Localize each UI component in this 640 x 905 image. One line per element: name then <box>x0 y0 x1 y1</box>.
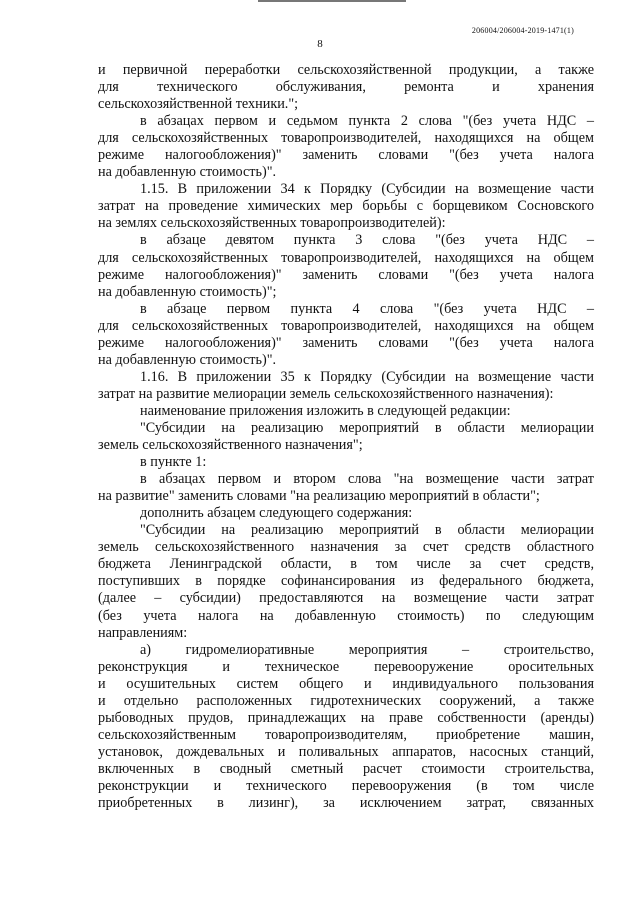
text-line: а) гидромелиоративные мероприятия – строительство, <box>140 641 594 658</box>
paragraph <box>98 642 594 812</box>
text-line: дополнить абзацем следующего содержания: <box>140 505 413 522</box>
text-line: в пункте 1: <box>140 454 207 471</box>
text-line: в абзаце девятом пункта 3 слова "(без учета НДС – <box>140 232 594 249</box>
text-line: бюджета Ленинградской области, в том числе за счет средств, <box>98 556 594 573</box>
text-line: наименование приложения изложить в следующей редакции: <box>140 402 511 419</box>
text-line: земель сельскохозяйственного назначения"; <box>98 437 363 454</box>
paragraph <box>98 471 594 505</box>
text-line: сельскохозяйственным товаропроизводителям, приобретение машин, <box>98 726 594 743</box>
top-rule <box>258 0 406 2</box>
text-line: "Субсидии на реализацию мероприятий в области мелиорации <box>140 419 594 436</box>
text-line: на землях сельскохозяйственных товаропроизводителей): <box>98 215 446 232</box>
text-line: режиме налогообложения)" заменить словами "(без учета налога <box>98 334 594 351</box>
text-line: (без учета налога на добавленную стоимость) по следующим <box>98 607 594 624</box>
text-line: земель сельскохозяйственного назначения за счет средств областного <box>98 539 594 556</box>
paragraph <box>98 522 594 641</box>
page-number: 8 <box>317 38 323 50</box>
text-line: на добавленную стоимость)". <box>98 164 277 181</box>
paragraph <box>98 454 594 471</box>
text-line: для сельскохозяйственных товаропроизводителей, находящихся на общем <box>98 249 594 266</box>
text-line: реконструкция и техническое перевооружение оросительных <box>98 658 594 675</box>
text-line: режиме налогообложения)" заменить словами "(без учета налога <box>98 147 594 164</box>
text-line: и отдельно расположенных гидротехнических сооружений, а также <box>98 692 594 709</box>
text-line: на добавленную стоимость)"; <box>98 283 277 300</box>
paragraph <box>98 62 594 113</box>
text-line: установок, дождевальных и поливальных аппаратов, насосных станций, <box>98 743 594 760</box>
paragraph <box>98 505 594 522</box>
text-line: для сельскохозяйственных товаропроизводителей, находящихся на общем <box>98 130 594 147</box>
text-line: включенных в сводный сметный расчет стоимости строительства, <box>98 760 594 777</box>
text-line: "Субсидии на реализацию мероприятий в области мелиорации <box>140 522 594 539</box>
paragraph <box>98 420 594 454</box>
paragraph <box>98 403 594 420</box>
text-line: поступивших в порядке софинансирования из федерального бюджета, <box>98 573 594 590</box>
text-line: режиме налогообложения)" заменить словами "(без учета налога <box>98 266 594 283</box>
text-line: и осушительных систем общего и индивидуального пользования <box>98 675 594 692</box>
text-line: и первичной переработки сельскохозяйственной продукции, а также <box>98 62 594 78</box>
text-line: на развитие" заменить словами "на реализацию мероприятий в области"; <box>98 488 540 505</box>
text-line: в абзацах первом и втором слова "на возмещение части затрат <box>140 471 594 488</box>
text-line: 1.15. В приложении 34 к Порядку (Субсидии на возмещение части <box>140 181 594 198</box>
text-line: затрат на проведение химических мер борьбы с борщевиком Сосновского <box>98 198 594 215</box>
document-code: 206004/206004-2019-1471(1) <box>471 26 574 35</box>
paragraph <box>98 181 594 232</box>
text-line: реконструкции и технического перевооружения (в том числе <box>98 777 594 794</box>
text-line: для сельскохозяйственных товаропроизводителей, находящихся на общем <box>98 317 594 334</box>
text-line: на добавленную стоимость)". <box>98 351 277 368</box>
paragraph <box>98 232 594 300</box>
text-line: приобретенных в лизинг), за исключением затрат, связанных <box>98 795 594 812</box>
text-line: для технического обслуживания, ремонта и хранения <box>98 79 594 96</box>
text-line: затрат на развитие мелиорации земель сельскохозяйственного назначения): <box>98 385 554 402</box>
text-line: в абзаце первом пункта 4 слова "(без учета НДС – <box>140 300 594 317</box>
paragraph <box>98 369 594 403</box>
text-line: в абзацах первом и седьмом пункта 2 слова "(без учета НДС – <box>140 113 594 130</box>
text-line: 1.16. В приложении 35 к Порядку (Субсидии на возмещение части <box>140 368 594 385</box>
text-line: направлениям: <box>98 624 188 641</box>
paragraph <box>98 113 594 181</box>
text-line: (далее – субсидии) предоставляются на возмещение части затрат <box>98 590 594 607</box>
document-body <box>98 62 594 812</box>
paragraph <box>98 301 594 369</box>
text-line: сельскохозяйственной техники."; <box>98 96 299 113</box>
text-line: рыбоводных прудов, принадлежащих на праве собственности (аренды) <box>98 709 594 726</box>
